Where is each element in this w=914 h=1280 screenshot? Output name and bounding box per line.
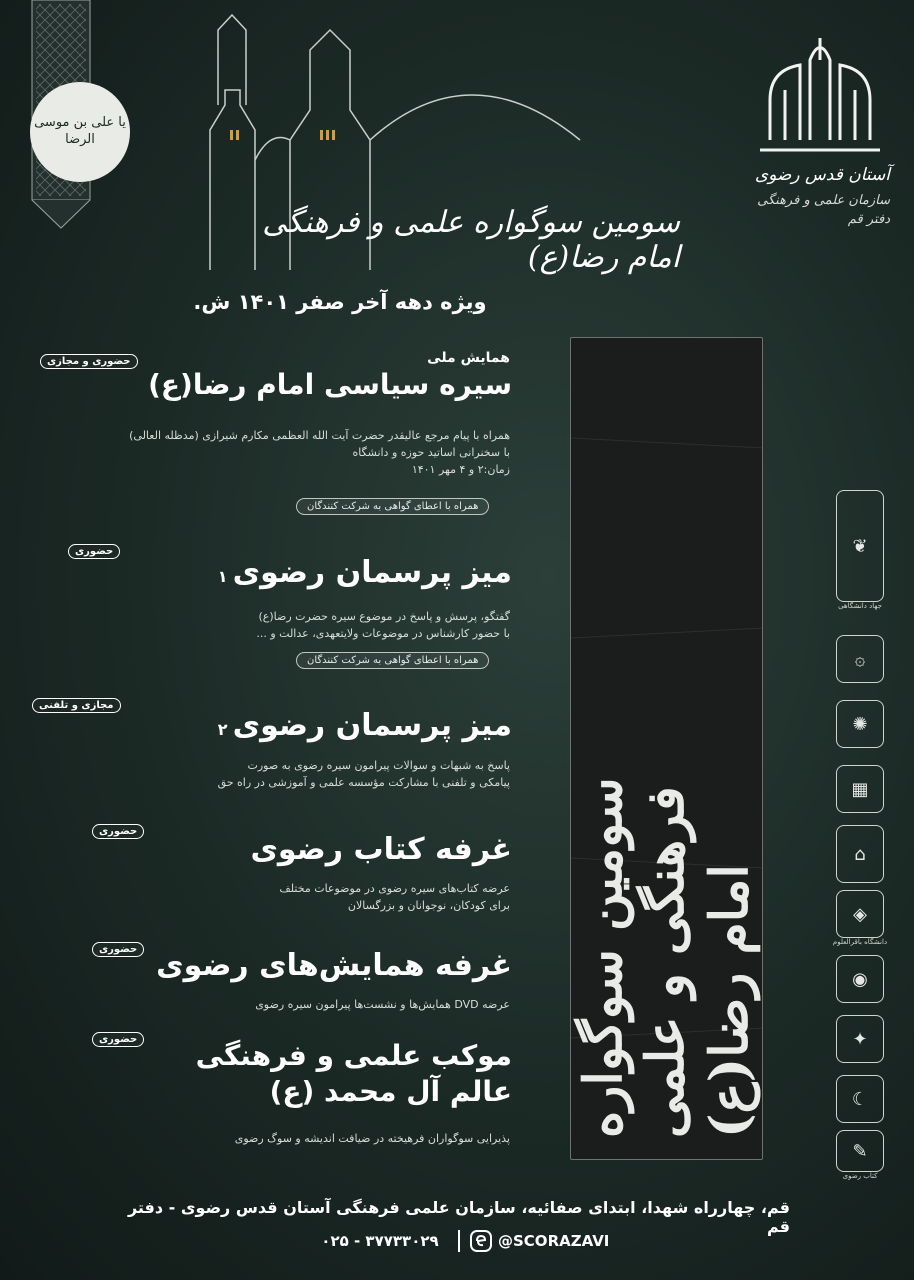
event-3-line-1: پاسخ به شبهات و سوالات پیرامون سیره رضوی به صورت [247, 759, 510, 772]
event-1-line-3: زمان:۲ و ۴ مهر ۱۴۰۱ [411, 463, 510, 476]
calligraphy-panel [570, 337, 763, 1160]
partner-caption-6: دانشگاه باقرالعلوم [832, 938, 888, 946]
event-2-number: ۱ [217, 567, 228, 586]
calligraphy-col-1: امام رضا(ع) [699, 864, 760, 1138]
event-4-heading [110, 832, 512, 867]
event-6-heading [110, 1038, 512, 1110]
partner-logo-3: ✺ [836, 700, 884, 748]
event-3-badge: مجازی و تلفنی [32, 698, 121, 713]
event-5-line-1: عرضه DVD همایش‌ها و نشست‌ها پیرامون سیره رضوی [255, 998, 510, 1011]
event-6-title: موکب علمی و فرهنگی [195, 1039, 512, 1072]
partner-logo-8: ✦ [836, 1015, 884, 1063]
partner-logo-1: ❦ [836, 490, 884, 602]
social-eitaa-icon [470, 1230, 492, 1252]
event-6-badge: حضوری [92, 1032, 144, 1047]
footer-address: قم، چهارراه شهدا، ابتدای صفائیه، سازمان علمی فرهنگی آستان قدس رضوی - دفتر قم [127, 1198, 790, 1236]
event-3-line-2: پیامکی و تلفنی با مشارکت مؤسسه علمی و آموزشی در راه حق [217, 776, 510, 789]
astan-quds-logo [750, 30, 890, 180]
footer-separator [458, 1230, 460, 1252]
event-6-desc [90, 1130, 510, 1147]
partner-caption-1: جهاد دانشگاهی [838, 602, 882, 610]
event-1-line-1: همراه با پیام مرجع عالیقدر حضرت آیت الله العظمی مکارم شیرازی (مدظله العالی) [129, 429, 510, 442]
event-3-number: ۲ [217, 720, 228, 739]
event-3-heading [110, 708, 512, 743]
banner-text: یا علی بن موسی الرضا [34, 115, 126, 147]
event-4-title: غرفه کتاب رضوی [250, 832, 512, 867]
festival-subtitle: ویژه دهه آخر صفر ۱۴۰۱ ش. [193, 290, 487, 314]
event-1-certificate-pill: همراه با اعطای گواهی به شرکت کنندگان [296, 498, 489, 515]
partner-logo-7: ◉ [836, 955, 884, 1003]
event-6-line-1: پذیرایی سوگواران فرهیخته در ضیافت اندیشه و سوگ رضوی [234, 1132, 510, 1145]
event-2-heading [110, 555, 512, 590]
event-3-desc [90, 757, 510, 791]
event-4-line-1: عرضه کتاب‌های سیره رضوی در موضوعات مختلف [279, 882, 510, 895]
event-1-kicker: همایش ملی [427, 350, 510, 366]
org-sub2: دفتر قم [847, 212, 890, 227]
partner-caption-10: کتاب رضوی [842, 1172, 878, 1180]
event-2-line-1: گفتگو، پرسش و پاسخ در موضوع سیره حضرت رضا(ع) [258, 610, 510, 623]
event-2-desc [90, 608, 510, 642]
social-handle[interactable]: @SCORAZAVI [498, 1232, 610, 1250]
event-5-heading [110, 948, 512, 983]
event-5-title: غرفه همایش‌های رضوی [156, 948, 512, 983]
event-3-title: میز پرسمان رضوی [232, 708, 512, 743]
event-1-title: سیره سیاسی امام رضا(ع) [148, 368, 512, 401]
event-6-title-2: عالم آل محمد (ع) [269, 1075, 512, 1108]
calligraphy-col-3: سومین سوگواره [573, 777, 634, 1138]
partner-logo-4: ▦ [836, 765, 884, 813]
org-sub1: سازمان علمی و فرهنگی [757, 193, 890, 208]
banner-emblem [30, 82, 130, 182]
partner-logo-10: ✎ [836, 1130, 884, 1172]
event-1-line-2: با سخنرانی اساتید حوزه و دانشگاه [352, 446, 510, 459]
footer-social[interactable] [470, 1228, 620, 1254]
calligraphy-col-2: فرهنگی و علمی [635, 786, 696, 1138]
event-2-badge: حضوری [68, 544, 120, 559]
event-1-desc [90, 427, 510, 478]
partner-logo-5: ⌂ [836, 825, 884, 883]
event-2-title: میز پرسمان رضوی [232, 555, 512, 590]
event-5-badge: حضوری [92, 942, 144, 957]
partner-logo-6: ◈ [836, 890, 884, 938]
event-5-desc [90, 996, 510, 1013]
event-4-desc [90, 880, 510, 914]
partner-logo-9: ☾ [836, 1075, 884, 1123]
partner-logo-2: ۞ [836, 635, 884, 683]
event-4-line-2: برای کودکان، نوجوانان و بزرگسالان [347, 899, 510, 912]
event-1-badge: حضوری و مجازی [40, 354, 138, 369]
event-2-line-2: با حضور کارشناس در موضوعات ولایتعهدی، عدالت و ... [256, 627, 510, 640]
event-4-badge: حضوری [92, 824, 144, 839]
event-2-certificate-pill: همراه با اعطای گواهی به شرکت کنندگان [296, 652, 489, 669]
org-name: آستان قدس رضوی [754, 165, 890, 185]
footer-phone: ۰۲۵ - ۳۷۷۳۳۰۲۹ [321, 1232, 439, 1250]
festival-title: سومین سوگواره علمی و فرهنگی امام رضا(ع) [262, 205, 680, 275]
event-1 [100, 350, 512, 401]
